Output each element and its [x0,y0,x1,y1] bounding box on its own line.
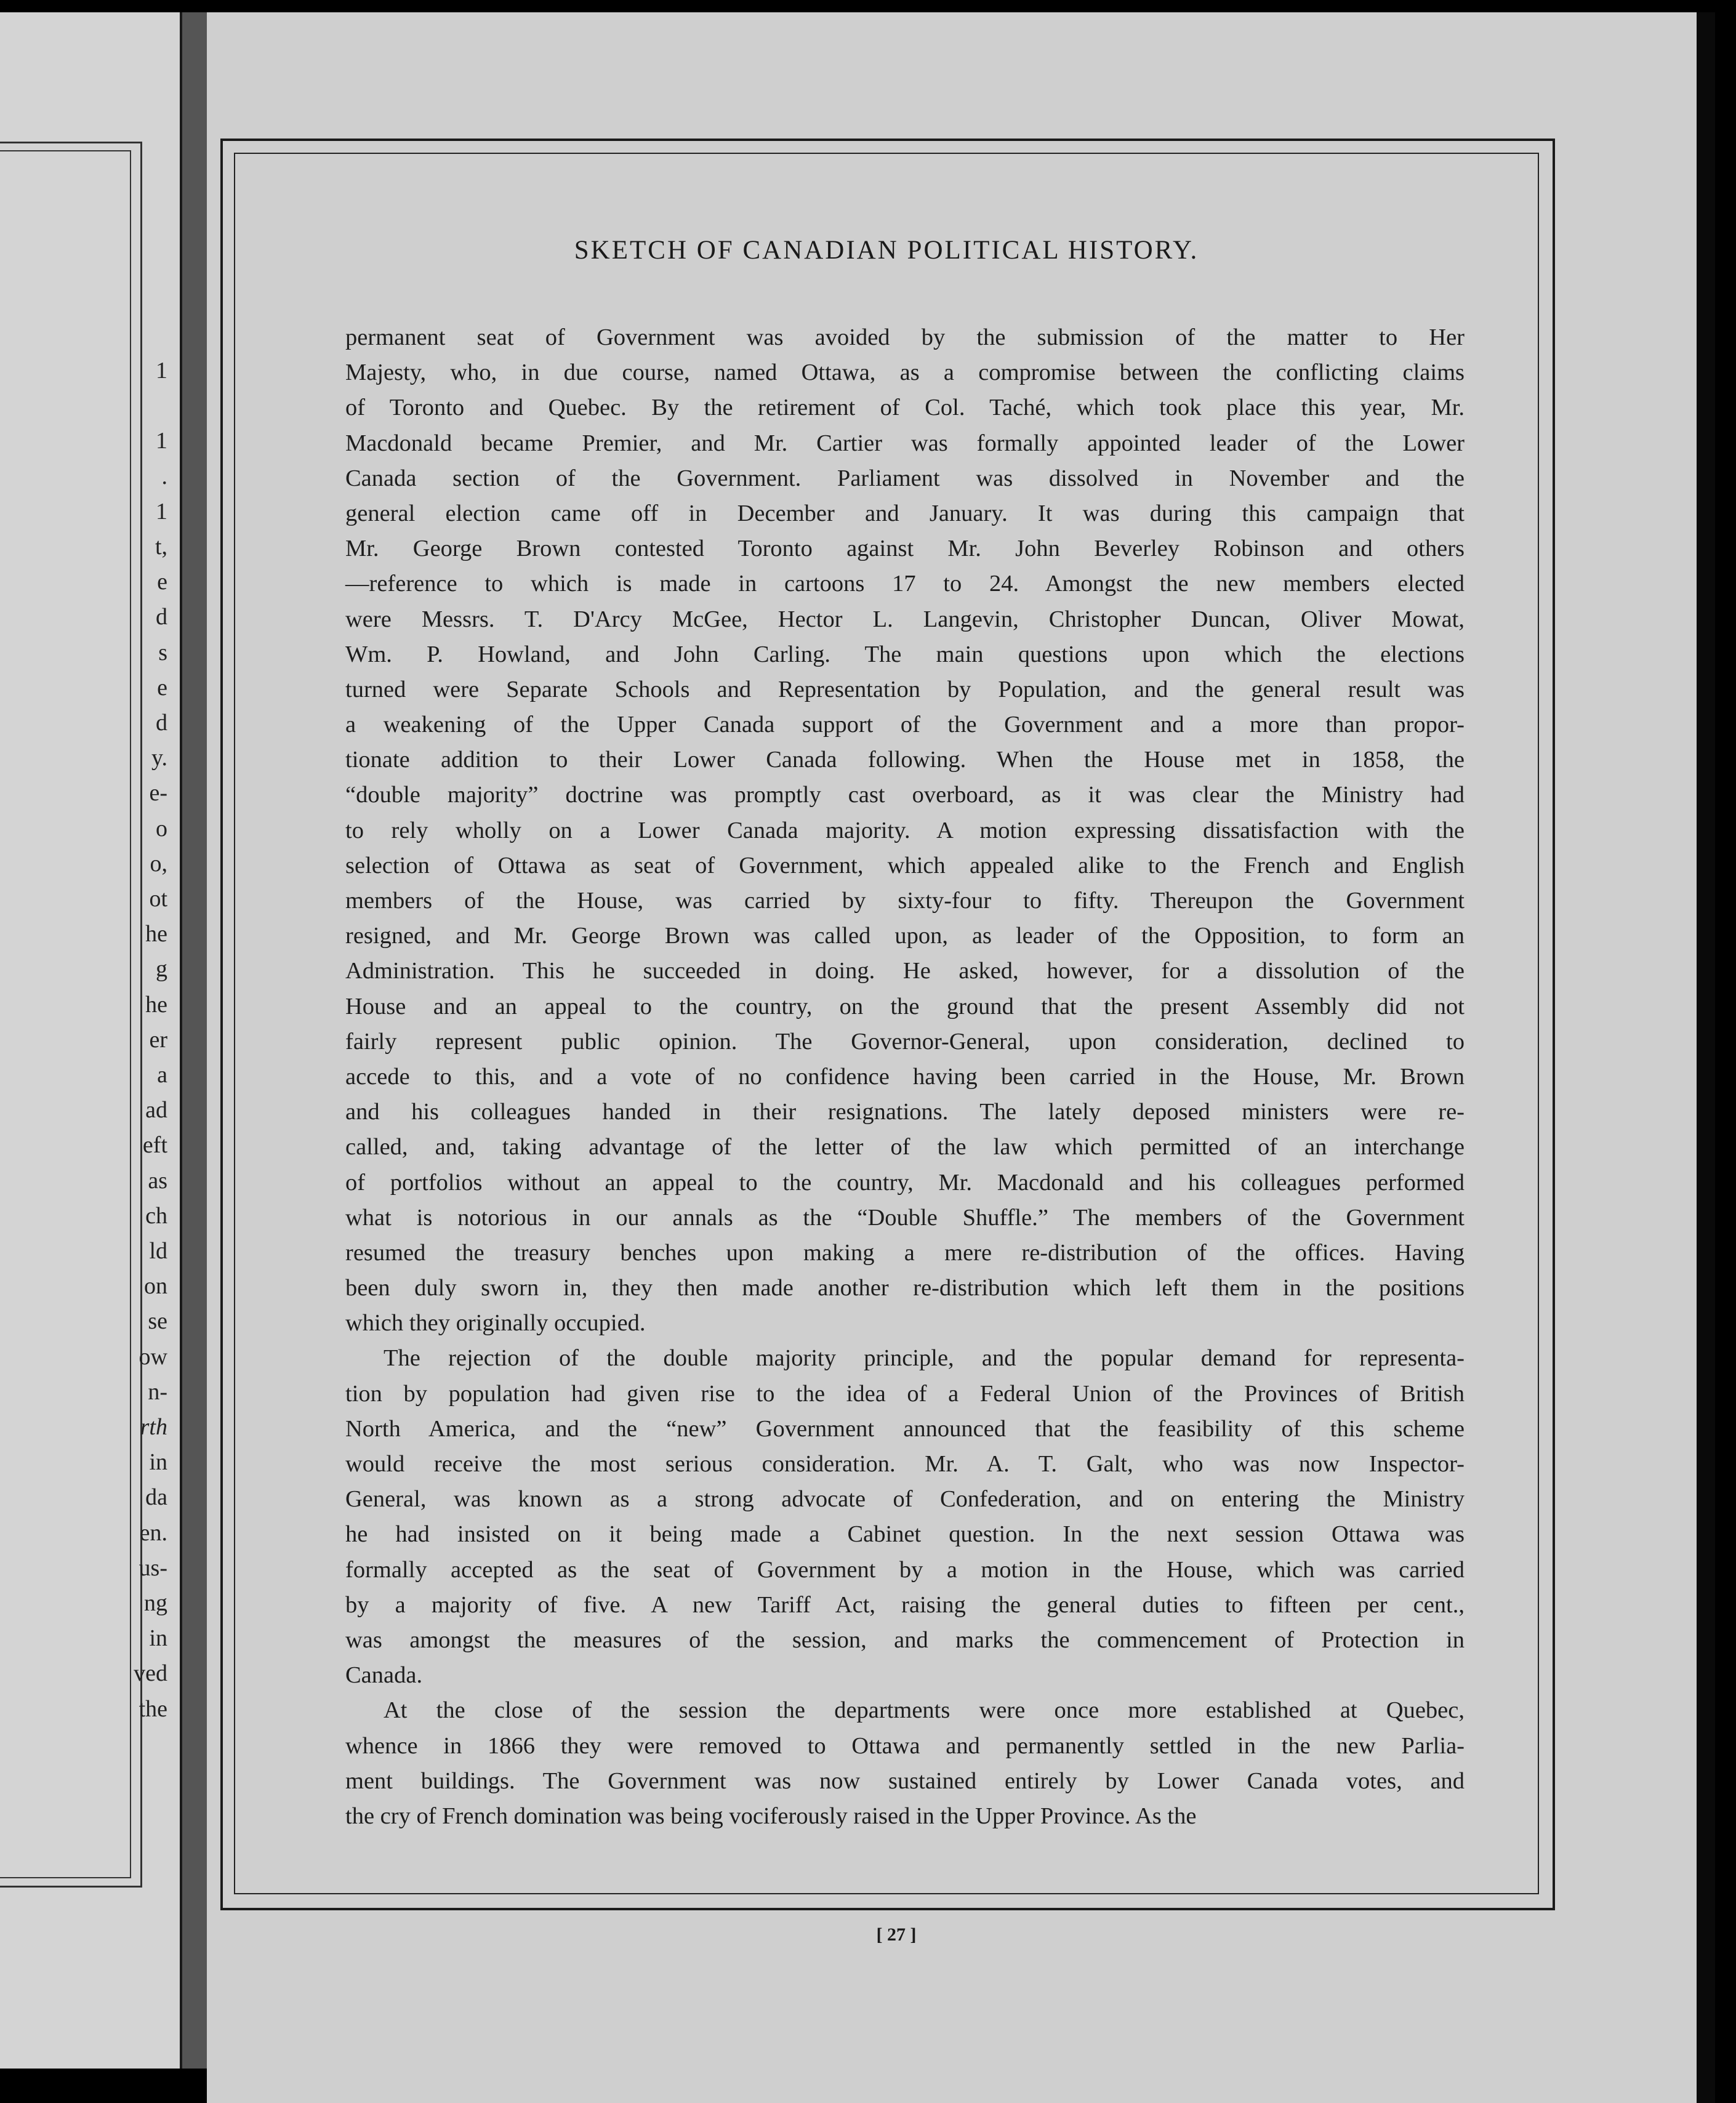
left-page-fragment: on [144,1273,167,1300]
left-page-fragment: g [156,956,167,983]
text-line: Wm. P. Howland, and John Carling. The main questions upon which the elections [345,641,1465,667]
left-page-fragment: in [149,1625,167,1652]
text-line: resumed the treasury benches upon making a mere re-distribution of the offices. Having [345,1239,1465,1266]
text-line: accede to this, and a vote of no confidence having been carried in the House, Mr. Brown [345,1063,1465,1090]
left-page-fragment: y. [151,745,167,771]
left-page-fragment: o, [150,850,167,877]
text-line: turned were Separate Schools and Representation by Population, and the general result was [345,676,1465,702]
left-facing-page [0,12,182,2069]
text-line: of Toronto and Quebec. By the retirement of Col. Taché, which took place this year, Mr. [345,395,1465,421]
text-line: “double majority” doctrine was promptly cast overboard, as it was clear the Ministry had [345,782,1465,808]
left-page-fragment: us- [139,1554,167,1581]
text-line: Canada section of the Government. Parliament was dissolved in November and the [345,465,1465,491]
text-line: were Messrs. T. D'Arcy McGee, Hector L. Langevin, Christopher Duncan, Oliver Mowat, [345,606,1465,632]
text-line: Mr. George Brown contested Toronto against Mr. John Beverley Robinson and others [345,536,1465,562]
text-line: whence in 1866 they were removed to Ottawa and permanently settled in the new Parlia- [345,1732,1465,1759]
text-line: Majesty, who, in due course, named Ottawa, as a compromise between the conflicting claims [345,360,1465,386]
left-page-fragment: ved [134,1660,167,1687]
left-page-fragment: e- [149,780,167,806]
left-page-fragment: e [157,569,167,595]
left-page-fragment: eft [142,1132,167,1159]
text-line: which they originally occupied. [345,1310,646,1337]
left-page-fragment: in [149,1449,167,1476]
text-line: Administration. This he succeeded in doing. He asked, however, for a dissolution of the [345,958,1465,984]
left-page-fragment: he [145,991,167,1018]
page-edge [1697,12,1715,2103]
page-number: [ 27 ] [876,1924,917,1945]
left-page-fragment: ng [144,1590,167,1616]
text-line: resigned, and Mr. George Brown was called upon, as leader of the Opposition, to form an [345,923,1465,949]
text-line: Canada. [345,1662,423,1689]
left-page-fragment: as [148,1167,167,1194]
text-line: fairly represent public opinion. The Governor-General, upon consideration, declined to [345,1028,1465,1055]
text-line: was amongst the measures of the session, and marks the commencement of Protection in [345,1627,1465,1653]
left-page-fragment: ld [149,1238,167,1264]
text-line: The rejection of the double majority principle, and the popular demand for representa- [384,1345,1465,1372]
left-page-fragment: s [158,639,167,665]
text-line: and his colleagues handed in their resignations. The lately deposed ministers were re- [345,1099,1465,1125]
text-line: tion by population had given rise to the idea of a Federal Union of the Provinces of British [345,1380,1465,1407]
left-page-fragment: a [157,1062,167,1088]
left-page-fragment: ow [139,1343,167,1370]
text-line: selection of Ottawa as seat of Government, which appealed alike to the French and English [345,852,1465,879]
left-page-fragment: he [145,921,167,947]
text-line: House and an appeal to the country, on the ground that the present Assembly did not [345,993,1465,1019]
text-line: would receive the most serious consideration. Mr. A. T. Galt, who was now Inspector- [345,1451,1465,1477]
left-page-fragment: n- [148,1378,167,1405]
left-page-fragment: en. [139,1519,167,1546]
text-line: At the close of the session the departments were once more established at Quebec, [384,1697,1465,1724]
left-page-fragment: 1 [156,358,167,384]
text-line: he had insisted on it being made a Cabinet question. In the next session Ottawa was [345,1521,1465,1548]
left-page-fragment: 1 [156,498,167,525]
text-line: called, and, taking advantage of the letter of the law which permitted of an interchange [345,1134,1465,1160]
left-page-inner-border [0,150,131,1878]
left-page-fragment: e [157,674,167,701]
left-page-fragment: o [156,815,167,842]
left-page-fragment: ch [145,1202,167,1229]
left-page-fragment: rth [140,1414,167,1440]
right-page [207,12,1715,2103]
body-text [345,320,1465,1834]
text-line: members of the House, was carried by sixty-four to fifty. Thereupon the Government [345,888,1465,914]
left-page-fragment: d [156,604,167,630]
text-line: of portfolios without an appeal to the country, Mr. Macdonald and his colleagues performed [345,1169,1465,1196]
text-line: North America, and the “new” Government announced that the feasibility of this scheme [345,1415,1465,1442]
text-line: a weakening of the Upper Canada support of the Government and a more than propor- [345,712,1465,738]
left-page-fragment: d [156,710,167,736]
left-page-fragment: er [149,1026,167,1053]
text-line: to rely wholly on a Lower Canada majority. A motion expressing dissatisfaction with the [345,817,1465,843]
text-line: Macdonald became Premier, and Mr. Cartier was formally appointed leader of the Lower [345,430,1465,456]
text-line: permanent seat of Government was avoided by the submission of the matter to Her [345,324,1465,350]
text-line: been duly sworn in, they then made another re-distribution which left them in the positions [345,1275,1465,1301]
left-page-fragment: ot [149,886,167,912]
left-page-fragment: t, [155,534,167,560]
left-page-fragment: the [139,1695,167,1722]
left-page-fragment: se [148,1308,167,1335]
left-page-fragment: da [145,1484,167,1511]
left-page-fragment: ad [145,1097,167,1124]
text-line: General, was known as a strong advocate of Confederation, and on entering the Ministry [345,1486,1465,1513]
text-line: ment buildings. The Government was now sustained entirely by Lower Canada votes, and [345,1767,1465,1794]
text-line: what is notorious in our annals as the “Double Shuffle.” The members of the Government [345,1204,1465,1231]
left-page-fragment: . [161,463,167,489]
book-gutter [182,12,207,2069]
text-line: the cry of French domination was being vociferously raised in the Upper Province. As the [345,1803,1197,1829]
page-title: SKETCH OF CANADIAN POLITICAL HISTORY. [574,236,1199,265]
text-line: by a majority of five. A new Tariff Act, raising the general duties to fifteen per cent., [345,1591,1465,1618]
text-line: general election came off in December and January. It was during this campaign that [345,500,1465,526]
text-line: formally accepted as the seat of Government by a motion in the House, which was carried [345,1556,1465,1583]
text-line: —reference to which is made in cartoons 17 to 24. Amongst the new members elected [345,571,1465,597]
text-line: tionate addition to their Lower Canada following. When the House met in 1858, the [345,747,1465,773]
left-page-fragment: 1 [156,428,167,454]
